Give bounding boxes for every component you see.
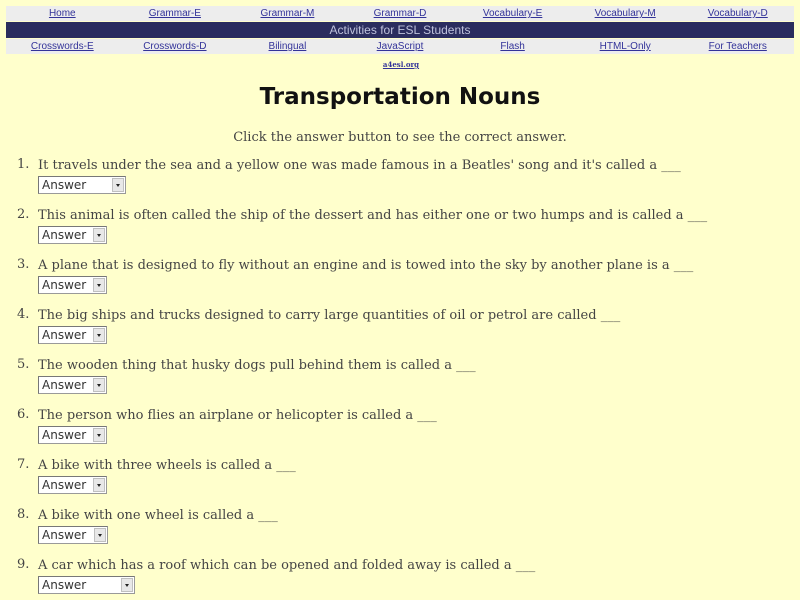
question-number: 6. [17, 407, 30, 422]
nav-link-crosswords-d[interactable]: Crosswords-D [143, 41, 207, 52]
chevron-down-icon[interactable] [93, 428, 105, 442]
question-number: 2. [17, 207, 30, 222]
answer-dropdown-3[interactable] [38, 276, 107, 294]
answer-dropdown-9[interactable] [38, 576, 135, 594]
nav-link-grammar-m[interactable]: Grammar-M [260, 8, 315, 19]
question-list [0, 157, 800, 600]
nav-link-grammar-d[interactable]: Grammar-D [373, 8, 427, 19]
nav-link-for-teachers[interactable]: For Teachers [708, 41, 767, 52]
question-text: It travels under the sea and a yellow one was made famous in a Beatles' song and it's called a ___ [38, 158, 681, 173]
question-text: The big ships and trucks designed to carry large quantities of oil or petrol are called ___ [38, 308, 621, 323]
chevron-down-icon[interactable] [93, 378, 105, 392]
sublink-container [0, 52, 800, 71]
question-number: 3. [17, 257, 30, 272]
nav-link-vocabulary-e[interactable]: Vocabulary-E [482, 8, 543, 19]
nav-link-crosswords-e[interactable]: Crosswords-E [30, 41, 94, 52]
question-item-8 [0, 507, 800, 557]
question-text: A plane that is designed to fly without an engine and is towed into the sky by another plane is a ___ [38, 258, 694, 273]
question-text: The person who flies an airplane or helicopter is called a ___ [38, 408, 437, 423]
nav-link-bilingual[interactable]: Bilingual [268, 41, 307, 52]
chevron-down-icon[interactable] [121, 578, 133, 592]
chevron-down-icon[interactable] [112, 178, 124, 192]
question-item-5 [0, 357, 800, 407]
question-item-7 [0, 457, 800, 507]
page-title: Transportation Nouns [259, 84, 541, 110]
chevron-down-icon[interactable] [93, 478, 105, 492]
question-text: A bike with one wheel is called a ___ [38, 508, 278, 523]
chevron-down-icon[interactable] [93, 228, 105, 242]
nav-link-grammar-e[interactable]: Grammar-E [148, 8, 201, 19]
site-banner: Activities for ESL Students [6, 22, 794, 38]
question-item-3 [0, 257, 800, 307]
answer-dropdown-value: Answer [42, 478, 87, 492]
question-text: This animal is often called the ship of the dessert and has either one or two humps and is called a ___ [38, 208, 708, 223]
answer-dropdown-2[interactable] [38, 226, 107, 244]
chevron-down-icon[interactable] [93, 278, 105, 292]
question-number: 1. [17, 157, 30, 172]
nav-link-vocabulary-d[interactable]: Vocabulary-D [707, 8, 768, 19]
instructions-text: Click the answer button to see the correct answer. [233, 130, 567, 145]
question-item-4 [0, 307, 800, 357]
answer-dropdown-1[interactable] [38, 176, 126, 194]
answer-dropdown-value: Answer [42, 428, 87, 442]
question-number: 4. [17, 307, 30, 322]
answer-dropdown-value: Answer [42, 328, 87, 342]
answer-dropdown-5[interactable] [38, 376, 107, 394]
a4esl-link[interactable]: a4esl.org [382, 60, 420, 69]
nav-link-home[interactable]: Home [48, 8, 76, 19]
answer-dropdown-value: Answer [42, 528, 87, 542]
question-item-1 [0, 157, 800, 207]
question-item-6 [0, 407, 800, 457]
question-text: A car which has a roof which can be opened and folded away is called a ___ [38, 558, 536, 573]
question-number: 8. [17, 507, 30, 522]
answer-dropdown-value: Answer [42, 228, 87, 242]
nav-link-html-only[interactable]: HTML-Only [599, 41, 651, 52]
answer-dropdown-6[interactable] [38, 426, 107, 444]
nav-link-javascript[interactable]: JavaScript [376, 41, 424, 52]
site-navigation [6, 6, 794, 54]
chevron-down-icon[interactable] [94, 528, 106, 542]
answer-dropdown-value: Answer [42, 378, 87, 392]
nav-row-top [6, 6, 794, 21]
question-number: 9. [17, 557, 30, 572]
answer-dropdown-7[interactable] [38, 476, 107, 494]
question-number: 5. [17, 357, 30, 372]
question-number: 7. [17, 457, 30, 472]
question-text: A bike with three wheels is called a ___ [38, 458, 296, 473]
answer-dropdown-value: Answer [42, 578, 87, 592]
answer-dropdown-8[interactable] [38, 526, 108, 544]
question-item-2 [0, 207, 800, 257]
question-item-9 [0, 557, 800, 600]
answer-dropdown-value: Answer [42, 278, 87, 292]
nav-link-flash[interactable]: Flash [500, 41, 525, 52]
chevron-down-icon[interactable] [93, 328, 105, 342]
answer-dropdown-value: Answer [42, 178, 87, 192]
nav-link-vocabulary-m[interactable]: Vocabulary-M [594, 8, 656, 19]
answer-dropdown-4[interactable] [38, 326, 107, 344]
question-text: The wooden thing that husky dogs pull behind them is called a ___ [38, 358, 476, 373]
